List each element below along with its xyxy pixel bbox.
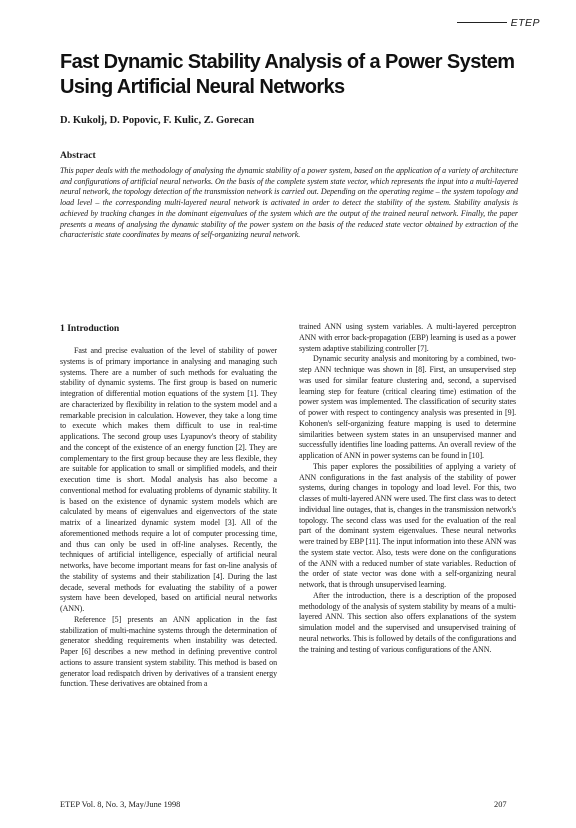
abstract-heading: Abstract xyxy=(60,150,96,161)
paragraph: This paper explores the possibilities of applying a variety of ANN configurations in the fast analysis of the stability of power systems, during changes in topology and load level. For this, two classes of multi-layered ANN were used. The first class was to detect individual line outages, that is, changes in the transmission network's topology. The second class was used for the evaluation of the real part of the dominant system eigenvalues. These neural networks were trained by EBP [11]. The input information into these ANN was the system state vector. Also, tests were done on the configurations of the ANN with a reduced number of state variables. Reduction of the order of state vector was done with a self-organizing neural network, that is through unsupervised learning. xyxy=(299,461,516,589)
journal-tag: ETEP xyxy=(510,17,540,29)
header-rule xyxy=(457,22,507,23)
abstract-text: This paper deals with the methodology of analysing the dynamic stability of a power system, based on the application of a variety of architecture and configurations of artificial neural networks. On the basis of the complete system state vector, which represents the input into a multi-layered neural network, the topology detection of the transmission network is carried out. Depending on the operating regime – the system topology and load level – the corresponding multi-layered neural network is activated in order to detect the stability of the system. Stability analysis is achieved by tracking changes in the dominant eigenvalues of the system which are the output of the trained neural network. Finally, the paper presents a means of analysing the dynamic stability of the power system on the basis of the reduced state vector obtained by extraction of the characteristic state coordinates by means of self-organizing neural network. xyxy=(60,166,518,240)
left-column xyxy=(60,346,277,690)
footer-citation: ETEP Vol. 8, No. 3, May/June 1998 xyxy=(60,800,181,809)
page-number: 207 xyxy=(494,800,507,809)
paragraph: Reference [5] presents an ANN application in the fast stabilization of multi-machine systems through the determination of generator shedding requirements when instability was detected. Paper [6] describes a new method in defining preventive control actions to assure transient system stability. This method is based on generator load redispatch driven by derivatives of a transient energy function. These derivatives are obtained from a xyxy=(60,614,277,689)
paper-title: Fast Dynamic Stability Analysis of a Power System Using Artificial Neural Networks xyxy=(60,51,515,98)
section-heading-introduction: 1 Introduction xyxy=(60,323,120,334)
paragraph: trained ANN using system variables. A multi-layered perceptron ANN with error back-propagation (EBP) learning is used as a power system adaptive stabilizing controller [7]. xyxy=(299,322,516,353)
author-list: D. Kukolj, D. Popovic, F. Kulic, Z. Gorecan xyxy=(60,115,255,126)
paragraph: Dynamic security analysis and monitoring by a combined, two-step ANN technique was shown in [8]. First, an unsupervised step was used for similar feature clustering and, second, a supervised learning step for feature (critical clearing time) estimation of the power system was implemented. The classification of security states of power with respect to contingency analysis was presented in [9]. Kohonen's self-organizing feature mapping is used to determine similarities between system states in an unsupervised manner and successfully identifies line loading patterns. An overall review of the application of ANN in power systems can be found in [10]. xyxy=(299,354,516,460)
right-column xyxy=(299,322,516,655)
paragraph: Fast and precise evaluation of the level of stability of power systems is of primary importance in analysing and managing such systems. There are a number of such methods for evaluating the stability of dynamic systems. The first group is based on numeric integration of differential motion equations of the system [1]. They are characterized by flexibility in relation to the system model and a remarkable precision in calculation. However, they take a long time to execute which makes them difficult to use in real-time applications. The second group uses Lyapunov's theory of stability and the concept of the existence of an energy function [2]. They are complementary to the first group because they are less flexible, they are suitable for application to small or simplified models, and their execution time is short. Modal analysis has also become a conventional method for evaluating problems of dynamic stability. It is based on the existence of dynamic system models which are calculated by means of eigenvalues and eigenvectors of the state matrix of a linearized dynamic system model [3]. All of the aforementioned methods require a lot of computer processing time, and thus can only be used in off-line analyses. Recently, the techniques of artificial intelligence, especially of artificial neural networks, have become important means for fast on-line analysis of the stability of systems and their stabilization [4]. During the last decade, several methods for evaluating the stability of a power system have been developed, based on artificial neural networks (ANN). xyxy=(60,346,277,613)
running-header xyxy=(457,17,540,29)
paragraph: After the introduction, there is a description of the proposed methodology of the analysis of system stability by means of a multi-layered ANN. This section also offers explanations of the system simulation model and the supervised and unsupervised training of neural networks. This is followed by details of the configurations and the training and testing of various configurations of the ANN. xyxy=(299,590,516,654)
